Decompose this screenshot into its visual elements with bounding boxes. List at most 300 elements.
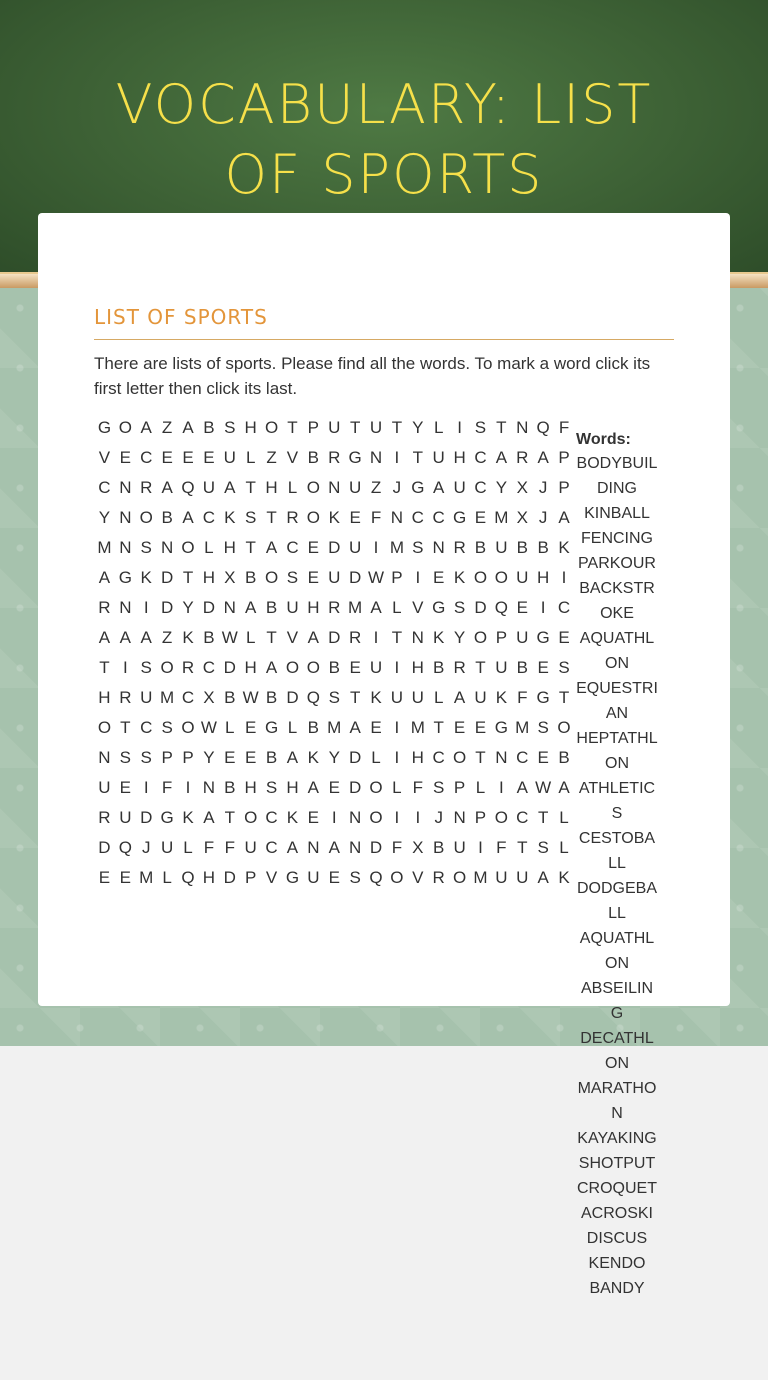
grid-letter[interactable]: H (307, 598, 320, 617)
grid-letter[interactable]: A (182, 508, 194, 527)
grid-letter[interactable]: C (202, 658, 216, 677)
grid-letter[interactable]: K (328, 508, 340, 527)
grid-letter[interactable]: M (494, 508, 509, 527)
grid-letter[interactable]: E (349, 508, 361, 527)
grid-letter[interactable]: O (181, 718, 195, 737)
grid-letter[interactable]: F (224, 838, 235, 857)
grid-letter[interactable]: X (224, 568, 236, 587)
grid-letter[interactable]: P (495, 628, 508, 647)
grid-letter[interactable]: T (287, 418, 298, 437)
grid-letter[interactable]: E (537, 748, 549, 767)
grid-letter[interactable]: B (224, 688, 236, 707)
grid-letter[interactable]: I (415, 568, 421, 587)
grid-letter[interactable]: C (474, 478, 487, 497)
grid-letter[interactable]: U (286, 598, 299, 617)
grid-letter[interactable]: N (202, 778, 216, 797)
grid-letter[interactable]: A (140, 418, 152, 437)
grid-letter[interactable]: N (348, 808, 362, 827)
grid-letter[interactable]: V (286, 628, 299, 647)
grid-letter[interactable]: F (370, 508, 382, 527)
grid-letter[interactable]: C (516, 808, 529, 827)
grid-letter[interactable]: H (411, 658, 424, 677)
grid-letter[interactable]: H (244, 418, 257, 437)
grid-letter[interactable]: E (119, 778, 131, 797)
grid-letter[interactable]: I (394, 808, 400, 827)
grid-letter[interactable]: K (558, 538, 570, 557)
grid-letter[interactable]: S (349, 868, 361, 887)
grid-letter[interactable]: A (98, 628, 111, 647)
grid-letter[interactable]: T (120, 718, 131, 737)
grid-letter[interactable]: D (328, 538, 341, 557)
grid-letter[interactable]: P (245, 868, 257, 887)
grid-letter[interactable]: D (348, 778, 362, 797)
grid-letter[interactable]: D (348, 748, 362, 767)
grid-letter[interactable]: G (348, 448, 362, 467)
grid-letter[interactable]: T (245, 538, 256, 557)
grid-letter[interactable]: K (558, 868, 570, 887)
grid-letter[interactable]: I (478, 838, 483, 857)
grid-letter[interactable]: Z (161, 418, 173, 437)
grid-letter[interactable]: N (223, 598, 236, 617)
grid-letter[interactable]: G (264, 718, 279, 737)
grid-letter[interactable]: N (307, 838, 320, 857)
grid-letter[interactable]: C (202, 508, 216, 527)
grid-letter[interactable]: U (348, 478, 362, 497)
grid-letter[interactable]: I (143, 598, 149, 617)
grid-letter[interactable]: R (181, 658, 195, 677)
grid-letter[interactable]: T (537, 808, 549, 827)
grid-letter[interactable]: Q (494, 598, 508, 617)
grid-letter[interactable]: E (307, 568, 320, 587)
grid-letter[interactable]: N (119, 478, 132, 497)
grid-letter[interactable]: I (394, 748, 400, 767)
grid-letter[interactable]: O (306, 658, 320, 677)
grid-letter[interactable]: D (286, 688, 299, 707)
grid-letter[interactable]: I (331, 808, 337, 827)
grid-letter[interactable]: B (203, 418, 215, 437)
grid-letter[interactable]: U (453, 478, 466, 497)
grid-letter[interactable]: L (433, 688, 444, 707)
grid-letter[interactable]: U (328, 418, 341, 437)
grid-letter[interactable]: A (140, 628, 152, 647)
grid-letter[interactable]: L (392, 598, 402, 617)
grid-letter[interactable]: N (119, 538, 132, 557)
grid-letter[interactable]: U (369, 418, 383, 437)
grid-letter[interactable]: S (537, 718, 549, 737)
grid-letter[interactable]: P (161, 748, 173, 767)
grid-letter[interactable]: E (224, 748, 236, 767)
grid-letter[interactable]: N (119, 598, 132, 617)
grid-letter[interactable]: A (453, 688, 466, 707)
grid-letter[interactable]: O (473, 568, 488, 587)
grid-letter[interactable]: N (516, 418, 529, 437)
grid-letter[interactable]: T (475, 658, 486, 677)
grid-letter[interactable]: A (495, 448, 508, 467)
grid-letter[interactable]: S (412, 538, 424, 557)
grid-letter[interactable]: T (99, 658, 110, 677)
grid-letter[interactable]: O (285, 658, 300, 677)
grid-letter[interactable]: F (517, 688, 528, 707)
grid-letter[interactable]: O (264, 568, 279, 587)
grid-letter[interactable]: K (453, 568, 466, 587)
grid-letter[interactable]: B (245, 568, 257, 587)
grid-letter[interactable]: L (225, 718, 235, 737)
grid-letter[interactable]: O (557, 718, 571, 737)
grid-letter[interactable]: B (558, 748, 570, 767)
grid-letter[interactable]: Y (495, 478, 508, 497)
grid-letter[interactable]: O (452, 748, 467, 767)
grid-letter[interactable]: F (203, 838, 215, 857)
grid-letter[interactable]: Y (98, 508, 111, 527)
grid-letter[interactable]: B (433, 658, 445, 677)
grid-letter[interactable]: K (307, 748, 320, 767)
grid-letter[interactable]: U (516, 568, 529, 587)
grid-letter[interactable]: T (266, 628, 277, 647)
grid-letter[interactable]: A (433, 478, 445, 497)
grid-letter[interactable]: C (432, 508, 445, 527)
grid-letter[interactable]: V (412, 598, 424, 617)
grid-letter[interactable]: U (328, 568, 341, 587)
grid-letter[interactable]: U (453, 838, 466, 857)
grid-letter[interactable]: T (224, 808, 235, 827)
grid-letter[interactable]: E (453, 718, 466, 737)
grid-letter[interactable]: O (264, 418, 279, 437)
grid-letter[interactable]: U (307, 868, 320, 887)
grid-letter[interactable]: H (244, 658, 257, 677)
grid-letter[interactable]: L (287, 478, 298, 497)
grid-letter[interactable]: S (245, 508, 257, 527)
grid-letter[interactable]: A (307, 628, 320, 647)
grid-letter[interactable]: D (160, 598, 174, 617)
grid-letter[interactable]: I (373, 628, 379, 647)
grid-letter[interactable]: T (391, 418, 403, 437)
grid-letter[interactable]: R (432, 868, 445, 887)
grid-letter[interactable]: H (453, 448, 466, 467)
grid-letter[interactable]: P (391, 568, 403, 587)
grid-letter[interactable]: K (370, 688, 382, 707)
grid-letter[interactable]: X (203, 688, 215, 707)
grid-letter[interactable]: I (122, 658, 128, 677)
grid-letter[interactable]: T (266, 508, 277, 527)
grid-letter[interactable]: O (369, 808, 383, 827)
grid-letter[interactable]: A (537, 448, 549, 467)
grid-letter[interactable]: U (495, 658, 508, 677)
grid-letter[interactable]: J (141, 838, 151, 857)
grid-letter[interactable]: N (495, 748, 508, 767)
grid-letter[interactable]: O (306, 478, 320, 497)
grid-letter[interactable]: T (349, 418, 361, 437)
grid-letter[interactable]: D (348, 568, 362, 587)
grid-letter[interactable]: E (537, 658, 549, 677)
grid-letter[interactable]: L (559, 838, 569, 857)
grid-letter[interactable]: B (433, 838, 445, 857)
grid-letter[interactable]: A (265, 658, 278, 677)
grid-letter[interactable]: I (499, 778, 504, 797)
grid-letter[interactable]: V (98, 448, 111, 467)
grid-letter[interactable]: A (370, 598, 382, 617)
grid-letter[interactable]: N (369, 448, 383, 467)
grid-letter[interactable]: A (182, 418, 194, 437)
grid-letter[interactable]: E (307, 808, 320, 827)
grid-letter[interactable]: A (203, 808, 215, 827)
grid-letter[interactable]: L (245, 628, 256, 647)
grid-letter[interactable]: B (516, 538, 528, 557)
grid-letter[interactable]: B (474, 538, 487, 557)
grid-letter[interactable]: U (244, 838, 257, 857)
grid-letter[interactable]: A (349, 718, 361, 737)
grid-letter[interactable]: I (185, 778, 191, 797)
grid-letter[interactable]: H (223, 538, 236, 557)
grid-letter[interactable]: B (265, 748, 278, 767)
grid-letter[interactable]: N (119, 508, 132, 527)
grid-letter[interactable]: E (370, 718, 382, 737)
grid-letter[interactable]: U (474, 688, 487, 707)
grid-letter[interactable]: X (412, 838, 424, 857)
grid-letter[interactable]: A (307, 778, 320, 797)
grid-letter[interactable]: I (143, 778, 149, 797)
grid-letter[interactable]: A (286, 748, 299, 767)
grid-letter[interactable]: R (140, 478, 153, 497)
grid-letter[interactable]: E (182, 448, 194, 467)
grid-letter[interactable]: A (328, 838, 340, 857)
grid-letter[interactable]: N (160, 538, 174, 557)
grid-letter[interactable]: R (348, 628, 362, 647)
grid-letter[interactable]: Y (453, 628, 466, 647)
grid-letter[interactable]: B (328, 658, 340, 677)
grid-letter[interactable]: D (202, 598, 216, 617)
grid-letter[interactable]: S (328, 688, 340, 707)
grid-letter[interactable]: R (453, 538, 466, 557)
grid-letter[interactable]: E (307, 538, 320, 557)
grid-letter[interactable]: O (369, 778, 383, 797)
grid-letter[interactable]: B (265, 598, 278, 617)
grid-letter[interactable]: U (119, 808, 132, 827)
grid-letter[interactable]: U (369, 658, 383, 677)
grid-letter[interactable]: O (139, 508, 153, 527)
grid-letter[interactable]: A (245, 598, 257, 617)
grid-letter[interactable]: O (306, 508, 320, 527)
grid-letter[interactable]: O (118, 418, 132, 437)
grid-letter[interactable]: L (162, 868, 172, 887)
grid-letter[interactable]: W (535, 778, 552, 797)
grid-letter[interactable]: J (392, 478, 402, 497)
grid-letter[interactable]: E (98, 868, 111, 887)
grid-letter[interactable]: E (119, 448, 131, 467)
grid-letter[interactable]: M (389, 538, 404, 557)
grid-letter[interactable]: U (160, 838, 174, 857)
grid-letter[interactable]: Q (536, 418, 550, 437)
grid-letter[interactable]: C (432, 748, 445, 767)
grid-letter[interactable]: M (515, 718, 530, 737)
grid-letter[interactable]: C (265, 838, 278, 857)
grid-letter[interactable]: B (265, 688, 278, 707)
grid-letter[interactable]: A (516, 778, 528, 797)
grid-letter[interactable]: S (140, 538, 152, 557)
grid-letter[interactable]: E (245, 748, 257, 767)
grid-letter[interactable]: O (97, 718, 112, 737)
grid-letter[interactable]: O (390, 868, 404, 887)
grid-letter[interactable]: U (98, 778, 111, 797)
grid-letter[interactable]: T (475, 748, 486, 767)
grid-letter[interactable]: U (432, 448, 445, 467)
grid-letter[interactable]: Q (306, 688, 320, 707)
grid-letter[interactable]: D (223, 868, 236, 887)
grid-letter[interactable]: L (245, 448, 256, 467)
grid-letter[interactable]: H (98, 688, 111, 707)
grid-letter[interactable]: G (118, 568, 132, 587)
grid-letter[interactable]: C (181, 688, 195, 707)
grid-letter[interactable]: H (265, 478, 278, 497)
grid-letter[interactable]: O (494, 568, 508, 587)
grid-letter[interactable]: I (561, 568, 567, 587)
grid-letter[interactable]: C (516, 748, 529, 767)
grid-letter[interactable]: B (203, 628, 215, 647)
grid-letter[interactable]: Q (181, 478, 195, 497)
grid-letter[interactable]: O (494, 808, 508, 827)
grid-letter[interactable]: G (97, 418, 112, 437)
grid-letter[interactable]: S (161, 718, 173, 737)
grid-letter[interactable]: L (287, 718, 298, 737)
grid-letter[interactable]: O (244, 808, 258, 827)
grid-letter[interactable]: K (182, 628, 194, 647)
grid-letter[interactable]: S (433, 778, 445, 797)
grid-letter[interactable]: R (453, 658, 466, 677)
grid-letter[interactable]: Y (203, 748, 215, 767)
grid-letter[interactable]: A (558, 778, 570, 797)
grid-letter[interactable]: K (433, 628, 445, 647)
grid-letter[interactable]: R (328, 598, 341, 617)
grid-letter[interactable]: N (328, 478, 341, 497)
grid-letter[interactable]: T (496, 418, 507, 437)
grid-letter[interactable]: E (328, 868, 340, 887)
grid-letter[interactable]: G (494, 718, 508, 737)
grid-letter[interactable]: H (537, 568, 550, 587)
grid-letter[interactable]: M (473, 868, 488, 887)
grid-letter[interactable]: T (558, 688, 570, 707)
grid-letter[interactable]: N (98, 748, 111, 767)
grid-letter[interactable]: A (286, 838, 299, 857)
grid-letter[interactable]: U (390, 688, 404, 707)
grid-letter[interactable]: G (411, 478, 425, 497)
grid-letter[interactable]: N (348, 838, 362, 857)
grid-letter[interactable]: A (119, 628, 131, 647)
grid-letter[interactable]: Y (182, 598, 194, 617)
grid-letter[interactable]: Q (181, 868, 195, 887)
grid-letter[interactable]: O (181, 538, 195, 557)
grid-letter[interactable]: U (495, 538, 508, 557)
grid-letter[interactable]: R (516, 448, 529, 467)
grid-letter[interactable]: P (182, 748, 194, 767)
grid-letter[interactable]: L (433, 418, 444, 437)
grid-letter[interactable]: A (161, 478, 173, 497)
grid-letter[interactable]: H (286, 778, 299, 797)
grid-letter[interactable]: S (558, 658, 570, 677)
grid-letter[interactable]: D (98, 838, 111, 857)
grid-letter[interactable]: K (286, 808, 299, 827)
grid-letter[interactable]: Z (161, 628, 173, 647)
grid-letter[interactable]: F (391, 838, 403, 857)
grid-letter[interactable]: B (161, 508, 173, 527)
grid-letter[interactable]: B (537, 538, 549, 557)
grid-letter[interactable]: U (223, 448, 236, 467)
grid-letter[interactable]: V (412, 868, 424, 887)
grid-letter[interactable]: A (537, 868, 549, 887)
grid-letter[interactable]: C (474, 448, 487, 467)
grid-letter[interactable]: R (98, 808, 111, 827)
grid-letter[interactable]: G (432, 598, 446, 617)
grid-letter[interactable]: U (516, 868, 529, 887)
grid-letter[interactable]: I (394, 658, 400, 677)
grid-letter[interactable]: Q (369, 868, 383, 887)
grid-letter[interactable]: D (140, 808, 153, 827)
grid-letter[interactable]: R (98, 598, 111, 617)
grid-letter[interactable]: Z (370, 478, 382, 497)
grid-letter[interactable]: E (161, 448, 173, 467)
grid-letter[interactable]: H (244, 778, 257, 797)
grid-letter[interactable]: U (348, 538, 362, 557)
grid-letter[interactable]: B (307, 718, 320, 737)
grid-letter[interactable]: U (516, 628, 529, 647)
grid-letter[interactable]: H (202, 568, 216, 587)
grid-letter[interactable]: W (368, 568, 385, 587)
grid-letter[interactable]: E (203, 448, 215, 467)
grid-letter[interactable]: P (558, 448, 570, 467)
grid-letter[interactable]: P (453, 778, 466, 797)
grid-letter[interactable]: E (516, 598, 528, 617)
grid-letter[interactable]: G (536, 628, 550, 647)
grid-letter[interactable]: S (265, 778, 278, 797)
grid-letter[interactable]: A (98, 568, 111, 587)
grid-letter[interactable]: A (265, 538, 278, 557)
grid-letter[interactable]: X (516, 508, 528, 527)
grid-letter[interactable]: V (286, 448, 299, 467)
grid-letter[interactable]: Y (412, 418, 424, 437)
grid-letter[interactable]: N (411, 628, 424, 647)
grid-letter[interactable]: S (474, 418, 487, 437)
grid-letter[interactable]: S (286, 568, 299, 587)
grid-letter[interactable]: N (453, 808, 466, 827)
grid-letter[interactable]: N (390, 508, 404, 527)
grid-letter[interactable]: U (495, 868, 508, 887)
grid-letter[interactable]: T (412, 448, 423, 467)
grid-letter[interactable]: T (245, 478, 256, 497)
grid-letter[interactable]: B (224, 778, 236, 797)
grid-letter[interactable]: U (411, 688, 424, 707)
grid-letter[interactable]: T (182, 568, 194, 587)
grid-letter[interactable]: F (558, 418, 570, 437)
grid-letter[interactable]: J (434, 808, 443, 827)
grid-letter[interactable]: H (411, 748, 424, 767)
grid-letter[interactable]: K (224, 508, 236, 527)
grid-letter[interactable]: K (182, 808, 194, 827)
grid-letter[interactable]: I (373, 538, 379, 557)
grid-letter[interactable]: M (97, 538, 112, 557)
grid-letter[interactable]: C (286, 538, 299, 557)
grid-letter[interactable]: G (452, 508, 467, 527)
grid-letter[interactable]: S (224, 418, 236, 437)
grid-letter[interactable]: C (265, 808, 278, 827)
grid-letter[interactable]: S (119, 748, 131, 767)
grid-letter[interactable]: T (517, 838, 528, 857)
grid-letter[interactable]: R (286, 508, 299, 527)
grid-letter[interactable]: S (537, 838, 549, 857)
grid-letter[interactable]: E (474, 718, 487, 737)
grid-letter[interactable]: G (285, 868, 300, 887)
grid-letter[interactable]: D (160, 568, 174, 587)
grid-letter[interactable]: M (410, 718, 425, 737)
grid-letter[interactable]: K (495, 688, 508, 707)
grid-letter[interactable]: L (475, 778, 486, 797)
